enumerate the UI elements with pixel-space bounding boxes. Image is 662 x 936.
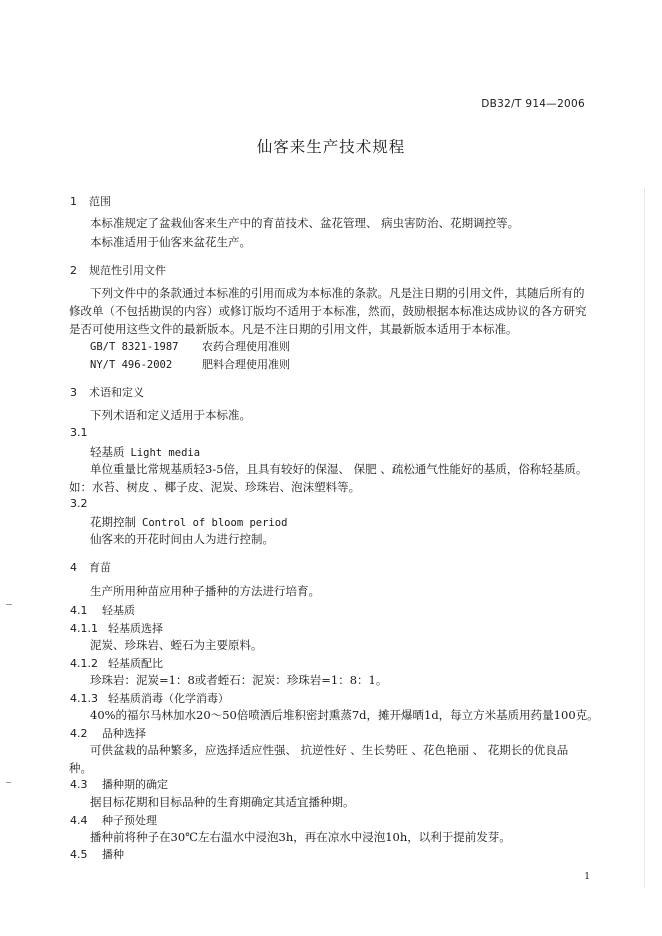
subsection-4-5-heading [70,846,124,862]
section-title: 轻基质配比 [108,657,163,670]
term-number: 3.2 [70,497,88,510]
section-3-heading [70,384,144,400]
paragraph-line: 下列文件中的条款通过本标准的引用而成为本标准的条款。凡是注日期的引用文件，其随后所有的 [90,286,585,300]
term-number: 3.1 [70,426,88,439]
section-title: 轻基质消毒（化学消毒） [108,692,229,705]
paragraph-line: 可供盆栽的品种繁多，应选择适应性强、 抗逆性好 、生长势旺 、花色艳丽 、 花期长的优良品 [90,743,569,757]
section-number: 4.1.3 [70,692,98,705]
reference-name: 肥料合理使用准则 [202,358,290,371]
section-title: 轻基质选择 [108,622,163,635]
paragraph-line: 修改单（不包括勘误的内容）或修订版均不适用于本标准，然而，鼓励根据本标准达成协议的各方研究 [69,304,587,318]
section-1-heading [70,193,111,209]
section-title: 轻基质 [102,604,135,617]
paragraph-line: 本标准规定了盆栽仙客来生产中的育苗技术、盆花管理、 病虫害防治、花期调控等。 [90,216,520,230]
paragraph-line: 本标准适用于仙客来盆花生产。 [90,235,251,249]
section-title: 播种期的确定 [102,778,168,791]
subsection-4-2-heading [70,725,146,741]
term-en: Light media [130,447,201,459]
section-title: 播种 [102,848,124,861]
section-4-heading [70,559,111,575]
page-number: 1 [584,872,590,882]
section-2-heading [70,262,166,278]
subsection-4-1-heading [70,602,135,618]
paragraph-line: 是否可使用这些文件的最新版本。凡是不注日期的引用文件，其最新版本适用于本标准。 [69,322,518,336]
section-number: 3 [70,386,77,399]
reference-name: 农药合理使用准则 [202,340,290,353]
section-title: 术语和定义 [89,386,144,399]
section-number: 4.1 [70,604,88,617]
section-title: 规范性引用文件 [89,264,166,277]
document-code: DB32/T 914—2006 [481,98,585,110]
term-zh: 花期控制 [90,515,136,529]
subsection-4-1-3-heading [70,690,229,706]
section-number: 4.2 [70,727,88,740]
section-number: 4.5 [70,848,88,861]
subsection-4-3-heading [70,776,168,792]
section-number: 4.4 [70,814,88,827]
paragraph-line: 仙客来的开花时间由人为进行控制。 [90,532,274,546]
section-title: 范围 [89,195,111,208]
paragraph-line: 珍珠岩：泥炭=1：8或者蛭石：泥炭：珍珠岩=1：8：1。 [90,673,388,687]
scan-mark [6,782,11,783]
section-number: 2 [70,264,77,277]
subsection-4-1-1-heading [70,620,163,636]
term-en: Control of bloom period [142,517,288,529]
reference-item [90,356,290,372]
reference-code: GB/T 8321-1987 [90,341,179,353]
reference-code: NY/T 496-2002 [90,359,173,371]
paragraph-line: 单位重量比常规基质轻3-5倍，且具有较好的保湿、 保肥 、疏松通气性能好的基质，俗称轻基质。 [90,462,588,476]
paragraph-line: 40%的福尔马林加水20～50倍喷洒后堆积密封熏蒸7d，摊开爆晒1d，每立方米基质用药量100克。 [90,708,599,722]
subsection-4-1-2-heading [70,655,163,671]
paragraph-line: 播种前将种子在30℃左右温水中浸泡3h，再在凉水中浸泡10h，以利于提前发芽。 [90,830,511,844]
paragraph-line: 如：水苔、树皮 、椰子皮、泥炭、珍珠岩、泡沫塑料等。 [69,480,361,494]
section-title: 品种选择 [102,727,146,740]
section-number: 4 [70,561,77,574]
reference-item [90,338,290,354]
section-title: 种子预处理 [102,814,157,827]
term-zh: 轻基质 [90,445,125,459]
paragraph-line: 据目标花期和目标品种的生育期确定其适宜播种期。 [90,795,355,809]
section-number: 4.1.1 [70,622,98,635]
scan-mark [6,604,12,605]
section-number: 4.3 [70,778,88,791]
scan-edge-line [644,188,645,888]
paragraph-line: 泥炭、珍珠岩、蛭石为主要原料。 [90,638,263,652]
section-number: 4.1.2 [70,657,98,670]
section-number: 1 [70,195,77,208]
paragraph-line: 生产所用种苗应用种子播种的方法进行培育。 [90,584,320,598]
term-heading [90,514,287,530]
paragraph-line: 下列术语和定义适用于本标准。 [90,408,251,422]
subsection-4-4-heading [70,812,157,828]
term-heading [90,444,200,460]
paragraph-line: 种。 [69,761,92,775]
page-title: 仙客来生产技术规程 [256,138,406,156]
section-title: 育苗 [89,561,111,574]
